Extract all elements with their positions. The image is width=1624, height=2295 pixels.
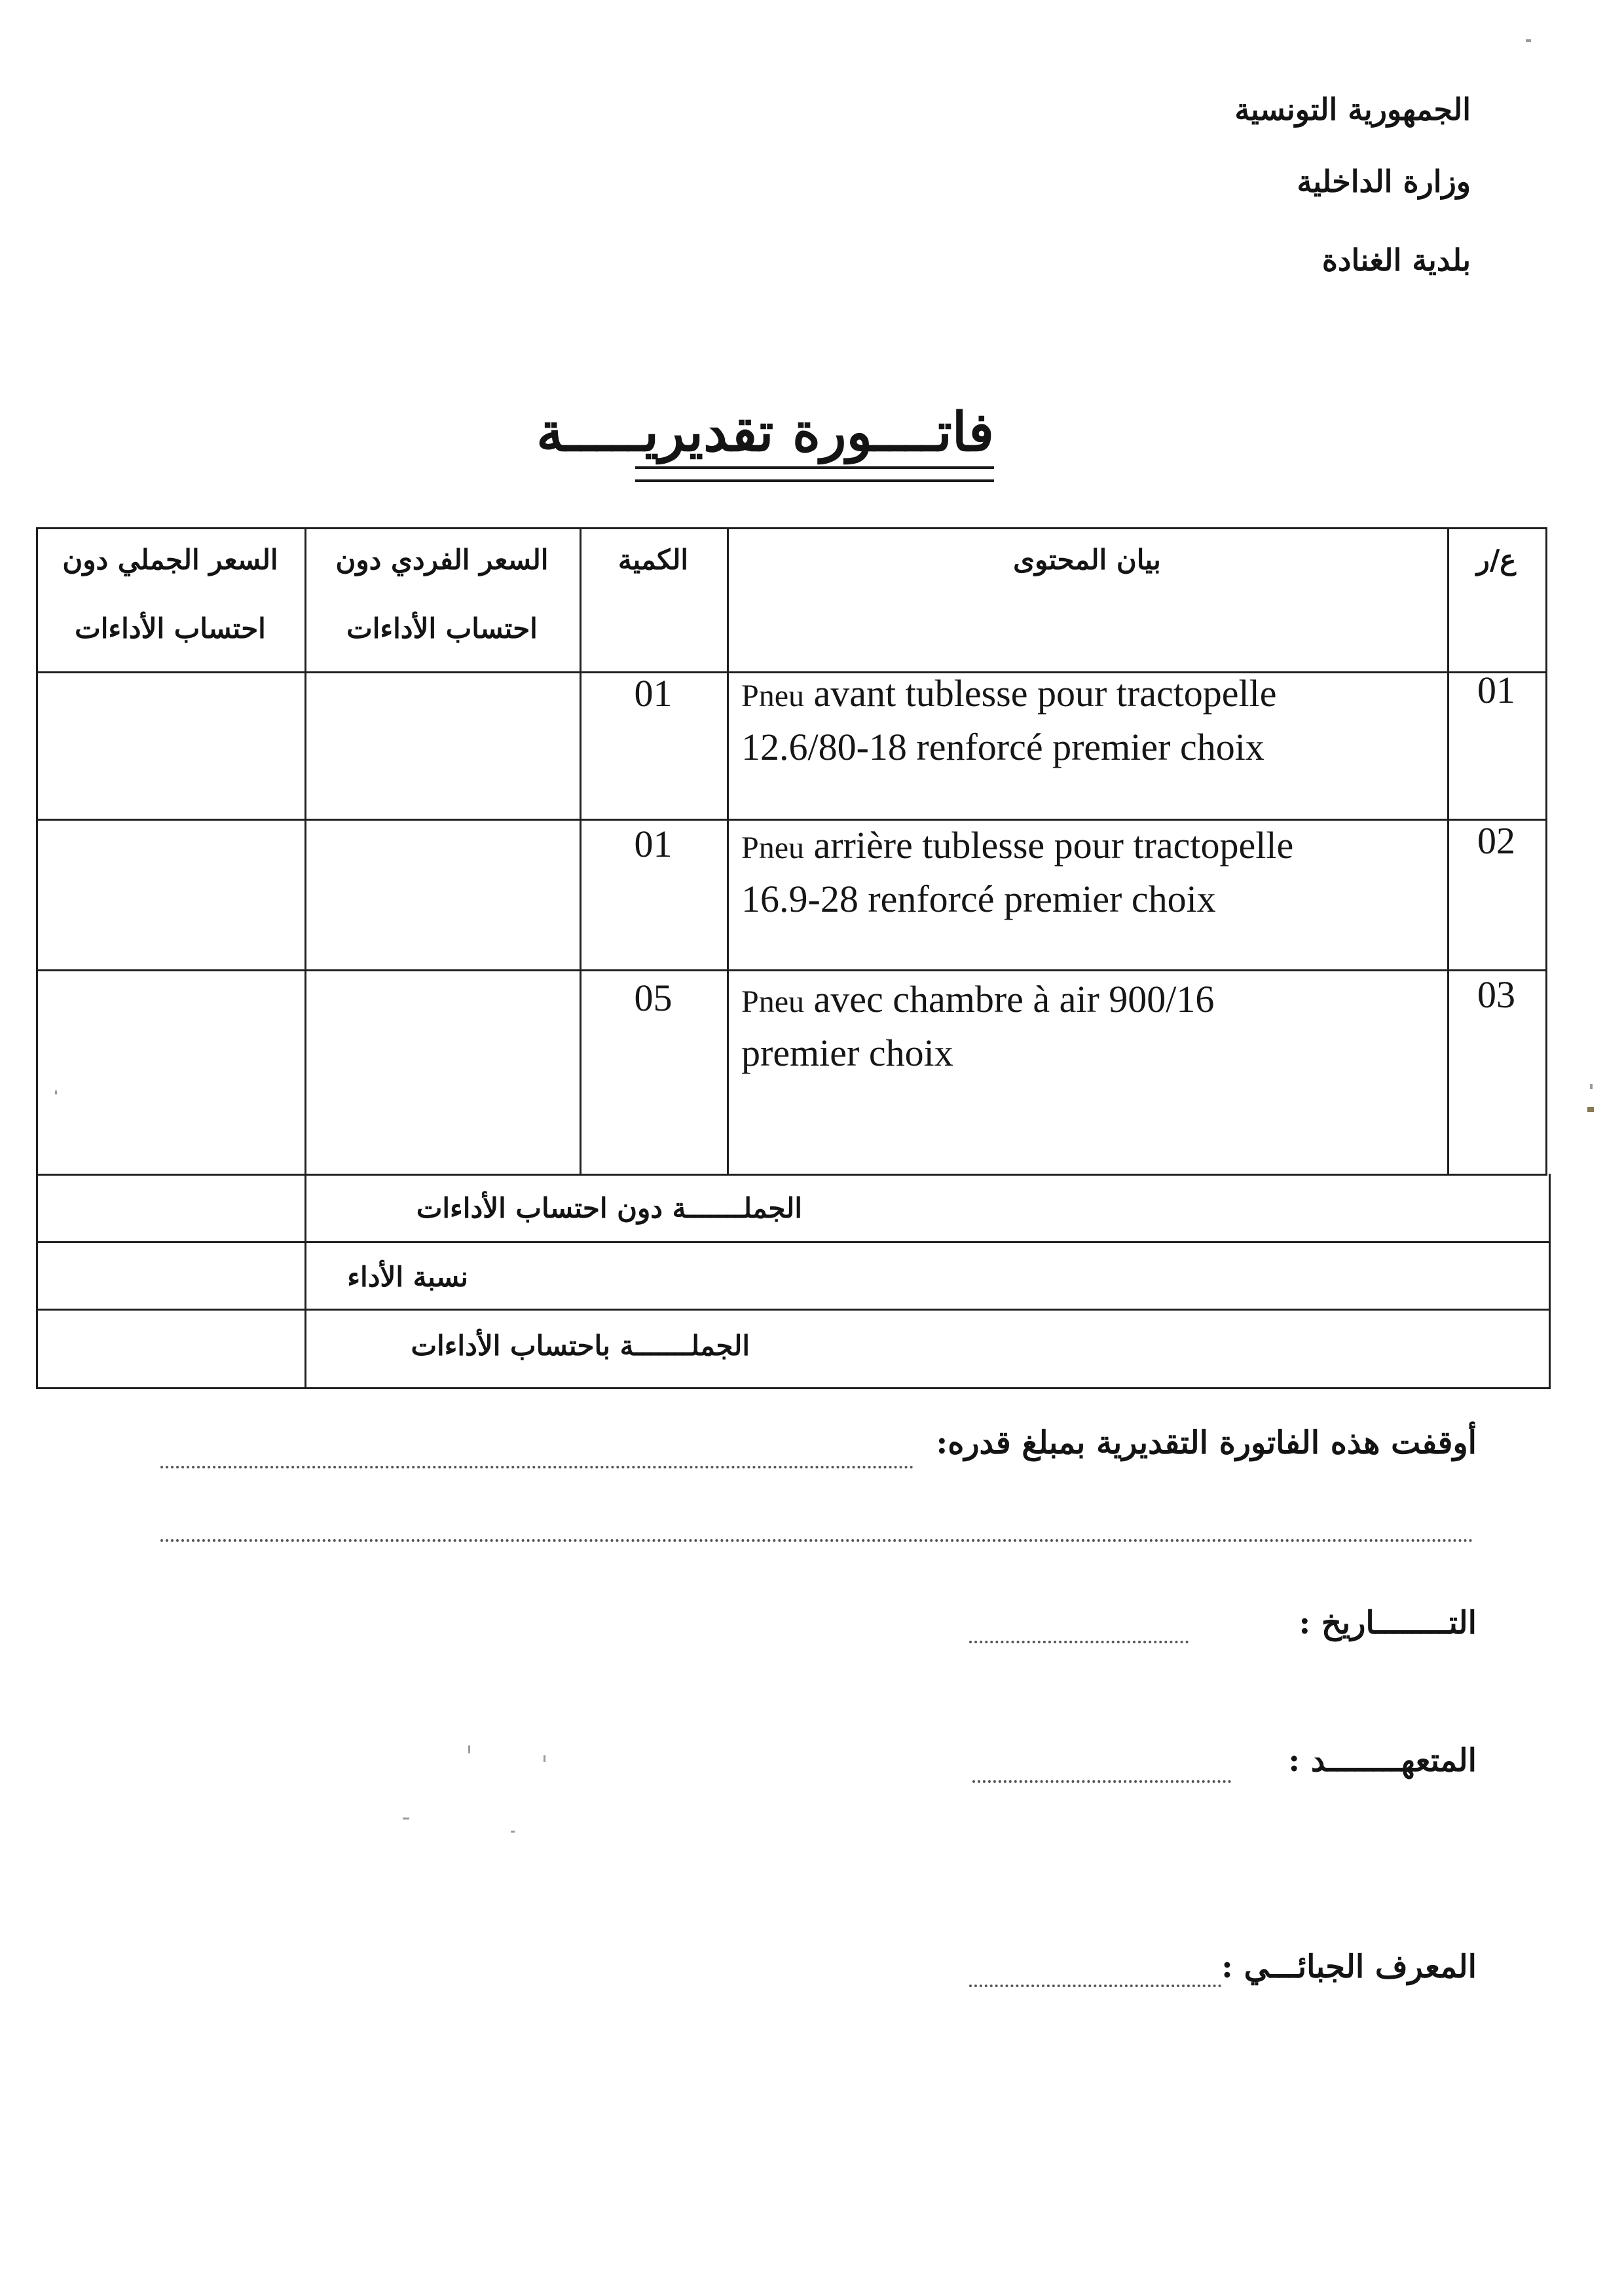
row-2-description — [741, 820, 1442, 925]
table-border-right — [1545, 527, 1547, 1176]
title-underline-bottom — [635, 479, 994, 482]
row-1-desc-line1: avant tublesse pour tractopelle — [804, 672, 1277, 715]
row-3-num: 03 — [1477, 973, 1515, 1016]
totals-border-right — [1549, 1174, 1551, 1389]
scan-speck — [403, 1818, 409, 1819]
col-divider-unit-qty — [580, 527, 581, 1176]
scan-speck — [1526, 39, 1531, 42]
contractor-dotted-line[interactable] — [972, 1780, 1231, 1783]
scan-speck — [1587, 1107, 1594, 1112]
table-border-left — [36, 527, 38, 1389]
table-border-top — [36, 527, 1546, 529]
total-ht-bottom — [36, 1241, 1549, 1243]
date-label: التــــــــاريخ : — [1299, 1605, 1477, 1641]
col-divider-qty-desc — [727, 527, 729, 1176]
total-ttc-label: الجملـــــــة باحتساب الأداءات — [411, 1330, 750, 1362]
col-header-unit-price-line1: السعر الفردي دون — [335, 544, 549, 576]
document-title: فاتــــورة تقديريـــــة — [536, 401, 994, 464]
row-2-desc-line2: 16.9-28 renforcé premier choix — [741, 878, 1216, 920]
title-underline-top — [635, 466, 994, 469]
tax-id-dotted-line[interactable] — [969, 1985, 1221, 1987]
row-1-desc-prefix: Pneu — [741, 679, 804, 713]
scan-speck — [468, 1745, 470, 1753]
col-divider-total-unit — [304, 527, 306, 1389]
row-1-quantity: 01 — [634, 672, 673, 715]
col-divider-desc-num — [1447, 527, 1449, 1176]
row-2-quantity: 01 — [634, 823, 673, 865]
header-ministry: وزارة الداخلية — [1297, 164, 1471, 199]
col-header-total-price-line2: احتساب الأداءات — [75, 612, 266, 644]
col-header-num: ع/ر — [1476, 544, 1517, 576]
scan-speck — [1590, 1084, 1593, 1089]
amount-statement-label: أوقفت هذه الفاتورة التقديرية بمبلغ قدره: — [936, 1425, 1477, 1461]
col-header-total-price-line1: السعر الجملي دون — [62, 544, 278, 576]
row-3-description — [741, 974, 1442, 1079]
row-3-desc-line1: avec chambre à air 900/16 — [804, 978, 1215, 1020]
col-header-quantity: الكمية — [618, 544, 689, 576]
row-3-desc-prefix: Pneu — [741, 984, 804, 1019]
contractor-label: المتعهــــــــد : — [1288, 1742, 1477, 1779]
tax-rate-bottom — [36, 1309, 1549, 1311]
amount-dotted-line-1[interactable] — [160, 1466, 913, 1468]
amount-dotted-line-2[interactable] — [160, 1539, 1473, 1542]
row-1-desc-line2: 12.6/80-18 renforcé premier choix — [741, 726, 1264, 768]
row-2-desc-prefix: Pneu — [741, 830, 804, 865]
scan-speck — [544, 1755, 545, 1762]
row-2-bottom — [36, 969, 1546, 971]
tax-rate-label: نسبة الأداء — [347, 1261, 468, 1293]
tax-id-label: المعرف الجبائـــي : — [1221, 1949, 1477, 1985]
header-municipality: بلدية الغنادة — [1321, 242, 1471, 278]
scan-speck — [55, 1091, 57, 1094]
row-3-desc-line2: premier choix — [741, 1032, 953, 1074]
row-1-num: 01 — [1477, 669, 1515, 711]
date-dotted-line[interactable] — [969, 1641, 1189, 1643]
col-header-unit-price-line2: احتساب الأداءات — [346, 612, 538, 644]
header-country: الجمهورية التونسية — [1234, 92, 1471, 127]
total-ht-label: الجملـــــــة دون احتساب الأداءات — [416, 1192, 802, 1224]
row-1-description — [741, 668, 1442, 773]
table-border-bottom — [36, 1387, 1549, 1389]
row-2-desc-line1: arrière tublesse pour tractopelle — [804, 824, 1294, 867]
row-3-bottom — [36, 1174, 1546, 1176]
row-3-quantity: 05 — [634, 977, 673, 1019]
scan-speck — [511, 1831, 515, 1833]
row-2-num: 02 — [1477, 819, 1515, 862]
col-header-description: بيان المحتوى — [1013, 544, 1161, 576]
